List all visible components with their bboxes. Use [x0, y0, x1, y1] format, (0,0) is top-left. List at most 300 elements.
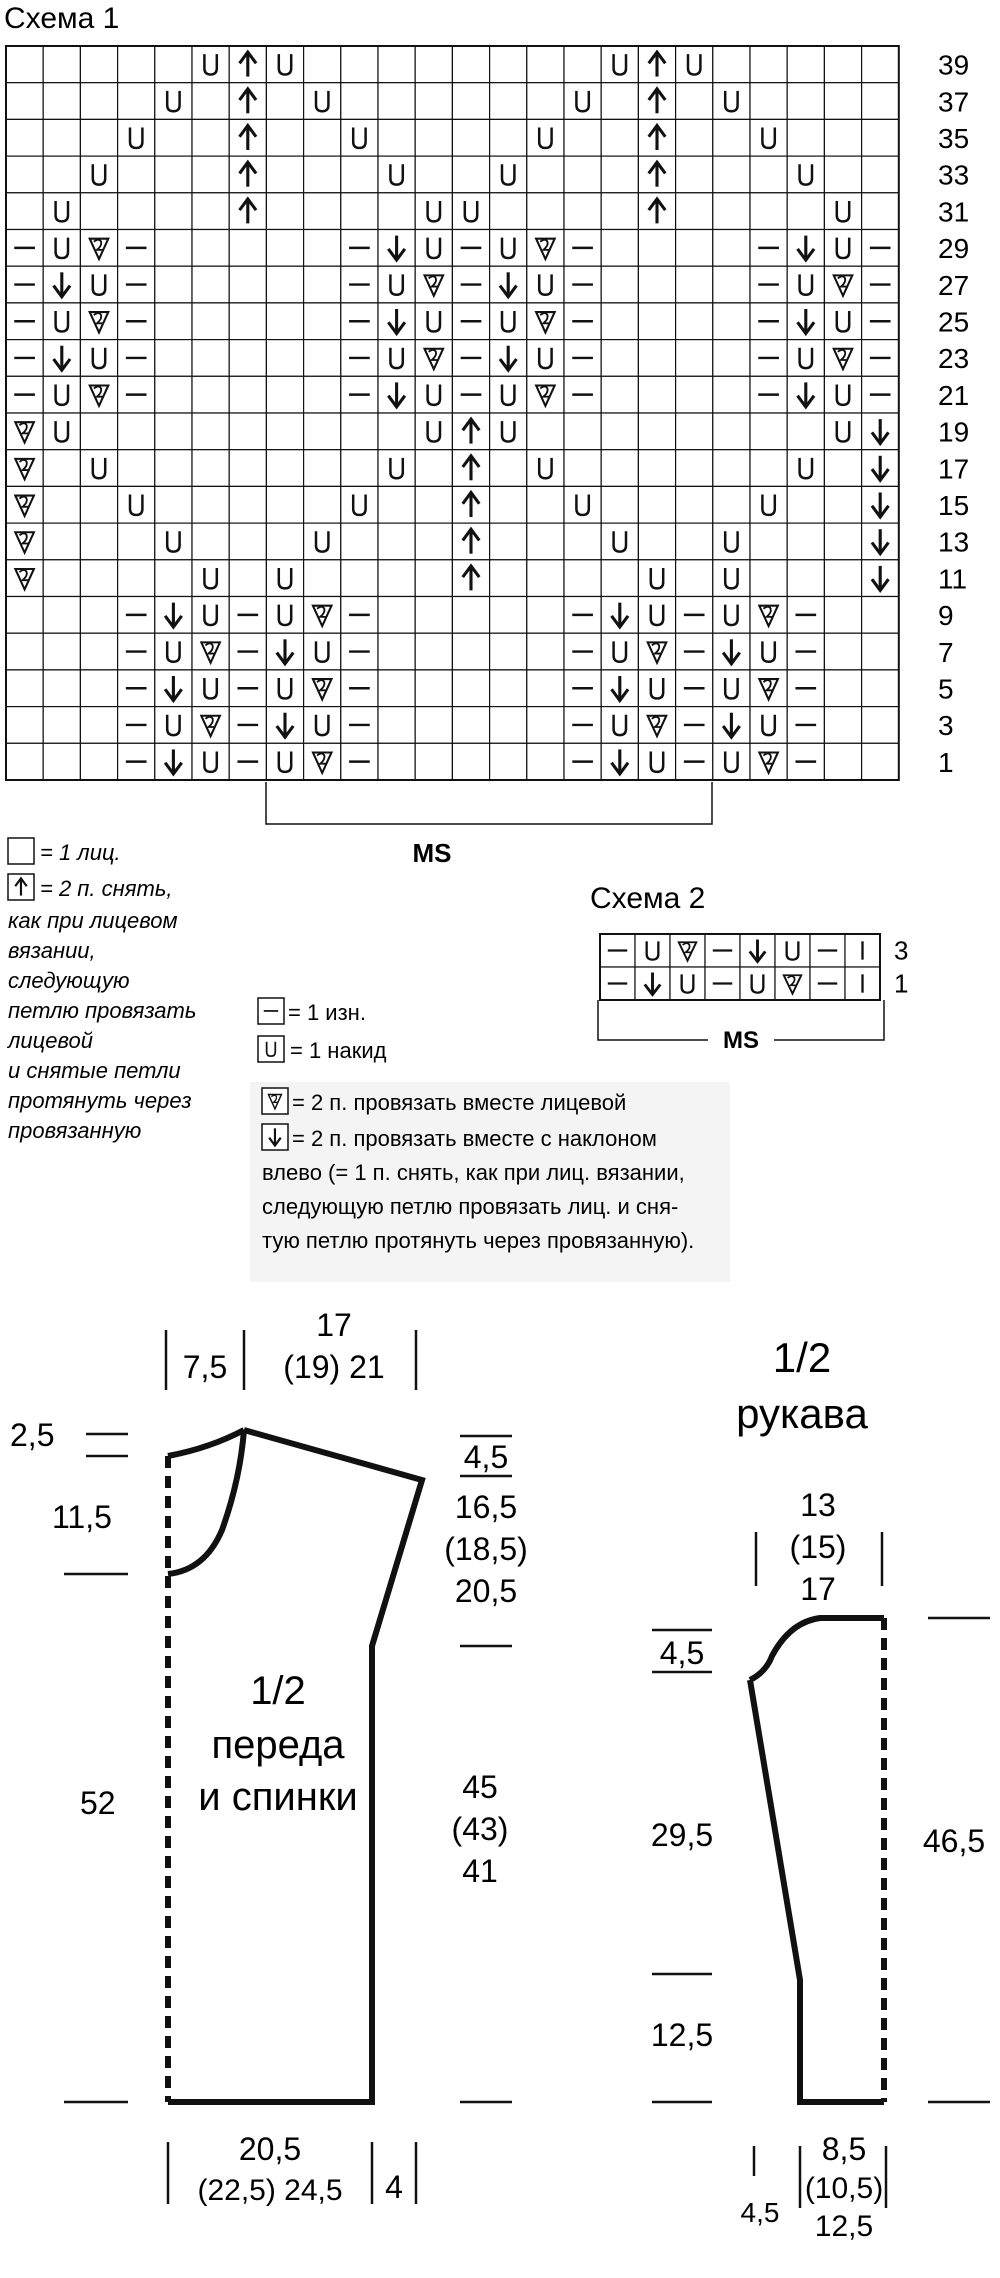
scheme1-cell [824, 597, 861, 634]
scheme1-cell [676, 119, 713, 156]
scheme1-row-label: 19 [938, 416, 970, 448]
scheme1-cell [490, 670, 527, 707]
scheme1-cell [192, 523, 229, 560]
legend-k3tog-line-8: провязанную [8, 1118, 142, 1143]
scheme2-title: Схема 2 [590, 882, 706, 915]
scheme1-cell [304, 193, 341, 230]
scheme1-cell [452, 119, 489, 156]
scheme1-cell [490, 83, 527, 120]
scheme1-cell [750, 707, 787, 744]
scheme1-row-label: 1 [938, 746, 954, 778]
scheme1-cell [676, 156, 713, 193]
scheme1-cell [750, 46, 787, 83]
scheme1-cell [415, 670, 452, 707]
scheme1-cell [155, 523, 192, 560]
scheme1-cell [676, 413, 713, 450]
body-label-line-1: переда [211, 1723, 345, 1767]
scheme1-cell [304, 523, 341, 560]
scheme1-title: Схема 1 [4, 2, 120, 35]
scheme1-row-label: 15 [938, 490, 970, 522]
scheme1-cell [862, 597, 899, 634]
body-bottom-dim-width: 20,5 [238, 2131, 302, 2167]
scheme1-cell [43, 523, 80, 560]
scheme1-cell [490, 523, 527, 560]
scheme1-cell [750, 156, 787, 193]
scheme1-row-label: 25 [938, 306, 970, 338]
scheme1-cell [229, 303, 266, 340]
legend-purl-text: = 1 изн. [288, 1000, 366, 1025]
scheme1-cell [490, 156, 527, 193]
legend-k3tog-line-4: петлю провязать [8, 998, 197, 1023]
scheme1-cell [415, 633, 452, 670]
scheme1-cell [118, 156, 155, 193]
body-right-dim-side: 45 [462, 1769, 498, 1805]
scheme1-cell [341, 450, 378, 487]
scheme1-cell [676, 340, 713, 377]
scheme1-cell [155, 707, 192, 744]
scheme1-cell [266, 46, 303, 83]
scheme1-cell [378, 83, 415, 120]
scheme1-row-label: 33 [938, 159, 970, 191]
scheme1-cell [564, 450, 601, 487]
legend-k3tog-line-7: протянуть через [8, 1088, 192, 1113]
scheme1-cell [824, 486, 861, 523]
scheme1-cell [378, 413, 415, 450]
scheme1-cell [118, 119, 155, 156]
scheme1-cell [713, 376, 750, 413]
body-top-dim-shoulder: 7,5 [182, 1349, 228, 1385]
scheme1-cell [452, 83, 489, 120]
scheme1-cell [43, 193, 80, 230]
scheme1-cell [304, 83, 341, 120]
scheme1-cell [43, 303, 80, 340]
body-top-dim-neck-sizes: (19) 21 [283, 1349, 385, 1385]
scheme1-cell [118, 193, 155, 230]
scheme1-cell [787, 193, 824, 230]
scheme1-cell [192, 303, 229, 340]
scheme1-cell [638, 340, 675, 377]
scheme1-cell [378, 193, 415, 230]
scheme1-cell [266, 486, 303, 523]
scheme1-cell [601, 83, 638, 120]
legend-knit-symbol [8, 838, 34, 864]
scheme1-cell [676, 193, 713, 230]
scheme1-cell [824, 523, 861, 560]
scheme1-cell [452, 707, 489, 744]
scheme1-cell [452, 743, 489, 780]
scheme1-row-label: 9 [938, 600, 954, 632]
scheme1-cell [80, 83, 117, 120]
scheme1-cell [80, 486, 117, 523]
scheme1-row-label: 27 [938, 269, 970, 301]
scheme1-row-label: 37 [938, 86, 970, 118]
scheme1-cell [415, 83, 452, 120]
scheme1-cell [43, 633, 80, 670]
legend-ssk-line-1: влево (= 1 п. снять, как при лиц. вязании, [262, 1160, 685, 1185]
scheme2-row-label: 1 [894, 968, 909, 999]
scheme1-cell [415, 230, 452, 267]
scheme1-cell [415, 376, 452, 413]
scheme1-cell [601, 413, 638, 450]
scheme1-cell [750, 119, 787, 156]
scheme1-cell [527, 156, 564, 193]
scheme1-cell [638, 230, 675, 267]
scheme1-cell [118, 486, 155, 523]
scheme1-cell [80, 340, 117, 377]
scheme1-cell [6, 193, 43, 230]
scheme1-row-label: 7 [938, 636, 954, 668]
scheme1-cell [824, 450, 861, 487]
scheme1-cell [601, 230, 638, 267]
scheme1-cell [266, 266, 303, 303]
scheme1-cell [824, 46, 861, 83]
scheme1-cell [638, 597, 675, 634]
scheme1-cell [490, 303, 527, 340]
scheme1-cell [787, 340, 824, 377]
scheme1-cell [564, 83, 601, 120]
scheme1-cell [601, 193, 638, 230]
scheme1-cell [750, 523, 787, 560]
scheme1-cell [378, 450, 415, 487]
scheme1-cell [378, 119, 415, 156]
scheme1-cell [824, 230, 861, 267]
scheme1-cell [713, 83, 750, 120]
legend-yo-symbol-box [258, 1036, 284, 1062]
scheme1-cell [452, 633, 489, 670]
scheme1-row-labels [938, 50, 969, 778]
scheme1-cell [415, 156, 452, 193]
scheme1-cell [452, 46, 489, 83]
scheme1-cell [192, 230, 229, 267]
scheme1-cell [787, 46, 824, 83]
scheme2-row-labels [894, 936, 908, 999]
scheme1-cell [638, 413, 675, 450]
scheme1-cell [415, 413, 452, 450]
scheme1-cell [304, 156, 341, 193]
scheme1-cell [824, 193, 861, 230]
body-bottom-dim-width-sizes: (22,5) 24,5 [197, 2174, 343, 2207]
scheme1-cell [304, 413, 341, 450]
scheme1-cell [304, 376, 341, 413]
legend-yo-text: = 1 накид [290, 1038, 387, 1063]
scheme1-cell [527, 340, 564, 377]
scheme1-cell [43, 46, 80, 83]
scheme1-cell [155, 303, 192, 340]
scheme1-cell [341, 193, 378, 230]
scheme1-cell [192, 413, 229, 450]
scheme1-cell [750, 486, 787, 523]
scheme1-cell [713, 303, 750, 340]
scheme1-cell [304, 266, 341, 303]
scheme1-cell [750, 633, 787, 670]
scheme1-cell [43, 119, 80, 156]
scheme1-cell [638, 743, 675, 780]
scheme1-cell [862, 83, 899, 120]
scheme1-cell [862, 743, 899, 780]
scheme1-cell [676, 523, 713, 560]
scheme1-cell [266, 119, 303, 156]
scheme1-cell [192, 119, 229, 156]
scheme1-cell [229, 413, 266, 450]
scheme1-cell [415, 303, 452, 340]
scheme1-cell [713, 670, 750, 707]
scheme1-cell [80, 156, 117, 193]
scheme1-cell [304, 230, 341, 267]
scheme1-cell [341, 156, 378, 193]
scheme1-cell [229, 560, 266, 597]
scheme1-cell [155, 486, 192, 523]
scheme1-cell [229, 376, 266, 413]
scheme1-cell [527, 670, 564, 707]
sleeve-bottom-dim-cuff-size2: (10,5) [804, 2172, 884, 2205]
scheme1-cell [527, 486, 564, 523]
body-back-neck-curve [168, 1430, 244, 1456]
scheme1-cell [638, 266, 675, 303]
scheme1-cell [527, 46, 564, 83]
scheme1-cell [118, 46, 155, 83]
scheme1-cell [266, 597, 303, 634]
sleeve-title-line-1: рукава [736, 1390, 868, 1437]
scheme1-cell [676, 46, 713, 83]
scheme1-cell [192, 486, 229, 523]
scheme1-cell [713, 230, 750, 267]
scheme1-cell [378, 46, 415, 83]
scheme1-cell [452, 193, 489, 230]
scheme1-cell [862, 633, 899, 670]
scheme1-cell [490, 707, 527, 744]
scheme1-cell [378, 486, 415, 523]
scheme1-cell [192, 597, 229, 634]
scheme1-cell [713, 46, 750, 83]
scheme1-cell [824, 633, 861, 670]
scheme1-cell [601, 523, 638, 560]
scheme1-row-label: 39 [938, 49, 970, 81]
scheme1-cell [80, 597, 117, 634]
scheme1-cell [192, 266, 229, 303]
scheme1-cell [787, 119, 824, 156]
scheme1-cell [750, 450, 787, 487]
scheme1-cell [713, 743, 750, 780]
scheme1-cell [824, 156, 861, 193]
sleeve-bottom-dim-cuff-size3: 12,5 [814, 2210, 874, 2243]
scheme1-cell [564, 156, 601, 193]
scheme1-cell [713, 523, 750, 560]
scheme1-cell [787, 486, 824, 523]
scheme1-cell [490, 413, 527, 450]
body-right-dim-armhole-size2: (18,5) [444, 1531, 528, 1567]
scheme1-cell [266, 83, 303, 120]
scheme1-cell [155, 450, 192, 487]
scheme1-cell [601, 46, 638, 83]
scheme1-cell [490, 486, 527, 523]
scheme1-cell [713, 340, 750, 377]
scheme1-cell [527, 743, 564, 780]
scheme1-cell [415, 193, 452, 230]
scheme1-cell [527, 450, 564, 487]
scheme1-cell [341, 560, 378, 597]
scheme1-cell [266, 193, 303, 230]
scheme1-cell [80, 450, 117, 487]
scheme1-row-label: 5 [938, 673, 954, 705]
scheme1-cell [378, 266, 415, 303]
scheme1-cell [564, 486, 601, 523]
scheme1-cell [266, 560, 303, 597]
scheme1-cell [341, 523, 378, 560]
scheme1-cell [490, 560, 527, 597]
scheme1-cell [862, 193, 899, 230]
body-right-dim-shoulder: 4,5 [463, 1439, 509, 1475]
scheme1-cell [43, 743, 80, 780]
scheme1-cell [80, 523, 117, 560]
sleeve-top-dim-size2: (15) [789, 1529, 847, 1565]
scheme1-cell [824, 376, 861, 413]
scheme1-cell [118, 560, 155, 597]
scheme1-cell [155, 633, 192, 670]
scheme1-cell [192, 46, 229, 83]
scheme1-cell [304, 119, 341, 156]
scheme1-cell [266, 413, 303, 450]
scheme1-cell [378, 707, 415, 744]
scheme1-cell [601, 119, 638, 156]
scheme1-cell [155, 266, 192, 303]
scheme1-cell [415, 743, 452, 780]
scheme1-cell [192, 670, 229, 707]
scheme1-cell [638, 560, 675, 597]
scheme1-row-label: 23 [938, 343, 970, 375]
scheme1-cell [229, 450, 266, 487]
scheme1-cell [713, 413, 750, 450]
scheme1-cell [6, 670, 43, 707]
legend-k2tog-text: = 2 п. провязать вместе лицевой [292, 1090, 627, 1115]
scheme1-cell [6, 633, 43, 670]
sleeve-title-line-0: 1/2 [772, 1334, 832, 1381]
legend-k3tog [6, 874, 196, 1143]
scheme1-cell [80, 46, 117, 83]
scheme1-cell [6, 83, 43, 120]
scheme1-cell [787, 266, 824, 303]
scheme1-cell [43, 670, 80, 707]
scheme1-cell [638, 376, 675, 413]
scheme1-cell [564, 523, 601, 560]
scheme1-cell [43, 83, 80, 120]
scheme1-cell [43, 597, 80, 634]
scheme1-cell [824, 670, 861, 707]
sleeve-left-dim-taper: 29,5 [650, 1817, 714, 1853]
scheme1-row-label: 21 [938, 379, 970, 411]
scheme1-cell [43, 156, 80, 193]
scheme1-cell [192, 560, 229, 597]
scheme1-cell [564, 193, 601, 230]
scheme1-cell [80, 119, 117, 156]
scheme1-cell [6, 743, 43, 780]
scheme1-cell [43, 413, 80, 450]
scheme1-cell [118, 523, 155, 560]
scheme1-cell [378, 670, 415, 707]
scheme1-ms-bracket [266, 782, 712, 824]
scheme1-cell [452, 670, 489, 707]
scheme1-cell [862, 670, 899, 707]
scheme1-cell [118, 450, 155, 487]
scheme1-cell [229, 230, 266, 267]
scheme1-cell [750, 413, 787, 450]
scheme1-cell [415, 560, 452, 597]
scheme1-cell [601, 450, 638, 487]
scheme1-cell [601, 486, 638, 523]
legend-knit-text: = 1 лиц. [40, 840, 121, 865]
legend-k3tog-line-5: лицевой [8, 1028, 93, 1053]
scheme1-cell [564, 560, 601, 597]
legend-k3tog-line-6: и снятые петли [8, 1058, 181, 1083]
body-label-line-0: 1/2 [250, 1669, 306, 1713]
scheme1-cell [527, 560, 564, 597]
legend-k3tog-line-2: вязании, [8, 938, 96, 963]
scheme1-cell [527, 523, 564, 560]
scheme1-cell [490, 230, 527, 267]
scheme1-row-label: 31 [938, 196, 970, 228]
scheme1-cell [787, 413, 824, 450]
scheme1-cell [787, 83, 824, 120]
scheme1-cell [192, 340, 229, 377]
legend-purl [258, 998, 366, 1025]
scheme1-cell [638, 450, 675, 487]
scheme1-cell [564, 119, 601, 156]
scheme1-cell [452, 156, 489, 193]
scheme1-cell [415, 46, 452, 83]
legend-knit [8, 838, 121, 865]
scheme1-cell [192, 376, 229, 413]
sleeve-bottom-dim-cuff: 8,5 [821, 2131, 867, 2167]
scheme1-cell [378, 156, 415, 193]
scheme1-cell [564, 46, 601, 83]
scheme1-cell [266, 376, 303, 413]
sleeve-bottom-dim-offset: 4,5 [740, 2197, 780, 2228]
scheme1-cell [43, 376, 80, 413]
scheme1-cell [341, 413, 378, 450]
scheme1-cell [43, 707, 80, 744]
scheme1-cell [713, 597, 750, 634]
scheme1-cell [266, 743, 303, 780]
scheme1-cell [676, 83, 713, 120]
scheme1-cell [80, 266, 117, 303]
sleeve-top-dim-size3: 17 [800, 1571, 836, 1607]
scheme1-cell [378, 523, 415, 560]
scheme1-cell [415, 486, 452, 523]
scheme1-cell [527, 266, 564, 303]
scheme1-row-label: 29 [938, 233, 970, 265]
scheme1-cell [80, 670, 117, 707]
scheme1-cell [341, 119, 378, 156]
scheme1-cell [676, 376, 713, 413]
body-top-dim-neck: 17 [316, 1307, 352, 1343]
scheme1-cell [676, 230, 713, 267]
sleeve-cap-curve [750, 1618, 884, 1680]
scheme1-cell [304, 340, 341, 377]
scheme1-cell [527, 413, 564, 450]
scheme1-cell [155, 83, 192, 120]
scheme1-cell [527, 119, 564, 156]
scheme1-cell [787, 560, 824, 597]
legend-yo [258, 1036, 387, 1063]
scheme1-cell [6, 707, 43, 744]
scheme1-cell [415, 597, 452, 634]
scheme1-cell [155, 413, 192, 450]
body-right-dim-side-size2: (43) [451, 1811, 509, 1847]
scheme1-cell [750, 560, 787, 597]
scheme1-cell [266, 340, 303, 377]
scheme1-cell [490, 743, 527, 780]
scheme1-cell [490, 450, 527, 487]
scheme1-cell [80, 633, 117, 670]
